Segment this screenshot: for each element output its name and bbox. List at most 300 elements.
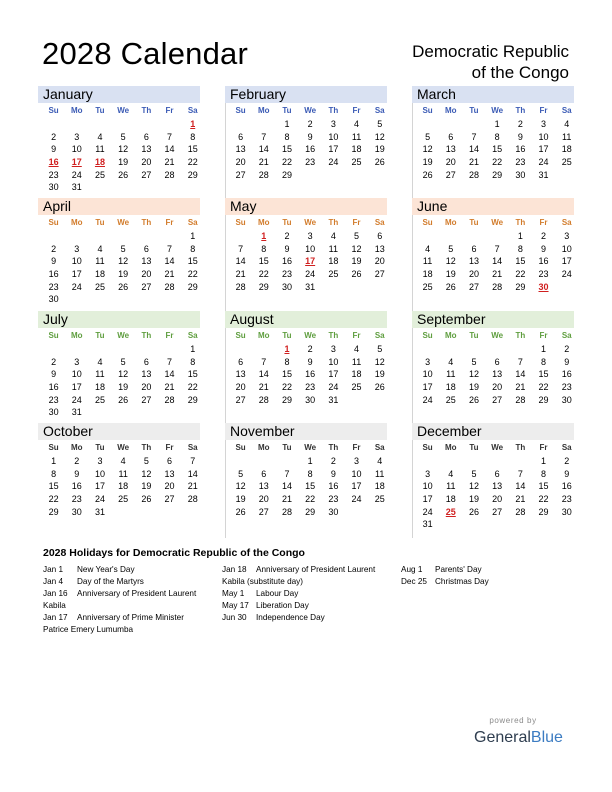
month-days-grid <box>38 215 200 306</box>
weekday-header: Fr <box>165 331 174 340</box>
calendar-day: 16 <box>561 369 572 380</box>
calendar-day: 28 <box>187 494 198 505</box>
calendar-day: 15 <box>281 144 292 155</box>
calendar-day: 10 <box>305 243 316 254</box>
weekday-header: Fr <box>165 106 174 115</box>
weekday-header: Sa <box>187 331 198 340</box>
empty-day <box>112 118 135 131</box>
weekday-header: Mo <box>258 443 270 452</box>
calendar-day: 3 <box>564 231 570 241</box>
calendar-day: 27 <box>492 506 503 517</box>
calendar-day: 26 <box>118 394 129 405</box>
country-line-2: of the Congo <box>471 63 569 82</box>
calendar-day: 17 <box>538 144 549 155</box>
powered-by-text: powered by <box>489 716 537 725</box>
calendar-day: 19 <box>118 269 129 280</box>
calendar-day: 3 <box>330 119 336 129</box>
calendar-day: 7 <box>167 356 173 367</box>
calendar-day: 1 <box>51 456 57 466</box>
calendar-day: 28 <box>235 281 246 292</box>
holiday-date: 1 <box>190 119 196 129</box>
calendar-day: 29 <box>187 281 198 292</box>
calendar-day: 22 <box>515 269 526 280</box>
calendar-day: 26 <box>118 169 129 180</box>
calendar-day: 22 <box>258 269 269 280</box>
calendar-day: 7 <box>167 243 173 254</box>
calendar-day: 8 <box>541 356 547 367</box>
calendar-day: 25 <box>351 382 362 393</box>
weekday-header: Sa <box>187 106 198 115</box>
calendar-day: 29 <box>492 169 503 180</box>
weekday-header: Tu <box>282 331 292 340</box>
calendar-day: 21 <box>281 494 292 505</box>
calendar-day: 5 <box>120 131 126 142</box>
empty-day <box>42 230 65 243</box>
calendar-day: 13 <box>492 369 503 380</box>
calendar-day: 16 <box>328 481 339 492</box>
calendar-day: 21 <box>187 481 198 492</box>
calendar-day: 22 <box>281 157 292 168</box>
calendar-day: 28 <box>164 169 175 180</box>
weekday-header: We <box>491 331 504 340</box>
calendar-day: 20 <box>445 157 456 168</box>
weekday-header: Su <box>422 106 433 115</box>
calendar-day: 1 <box>517 231 523 241</box>
month-january <box>38 86 200 194</box>
calendar-day: 19 <box>468 494 479 505</box>
calendar-day: 4 <box>564 119 570 129</box>
weekday-header: Th <box>515 331 526 340</box>
month-days-grid <box>225 103 387 181</box>
calendar-day: 16 <box>48 269 59 280</box>
calendar-day: 5 <box>120 356 126 367</box>
calendar-day: 23 <box>305 157 316 168</box>
calendar-day: 24 <box>71 281 82 292</box>
month-december <box>412 423 574 531</box>
calendar-day: 9 <box>517 131 523 142</box>
calendar-day: 11 <box>351 131 362 142</box>
calendar-day: 3 <box>74 243 80 254</box>
calendar-day: 22 <box>187 382 198 393</box>
calendar-day: 9 <box>307 356 313 367</box>
calendar-day: 4 <box>354 119 360 129</box>
calendar-day: 7 <box>471 131 477 142</box>
calendar-day: 11 <box>375 468 385 479</box>
calendar-day: 2 <box>564 456 570 466</box>
calendar-day: 1 <box>494 119 500 129</box>
calendar-day: 19 <box>141 481 152 492</box>
weekday-header: Sa <box>187 218 198 227</box>
calendar-day: 28 <box>515 394 526 405</box>
calendar-day: 5 <box>471 468 477 479</box>
calendar-day: 29 <box>258 281 269 292</box>
calendar-day: 10 <box>71 256 82 267</box>
calendar-day: 24 <box>71 169 82 180</box>
calendar-day: 11 <box>446 481 456 492</box>
calendar-day: 10 <box>422 481 433 492</box>
empty-day <box>439 343 462 356</box>
empty-day <box>229 343 252 356</box>
holidays-column-1 <box>43 564 196 636</box>
holiday-date-label: Jun 30 <box>222 613 247 622</box>
calendar-day: 2 <box>74 456 80 466</box>
empty-day <box>275 455 298 468</box>
calendar-day: 25 <box>374 494 385 505</box>
calendar-day: 6 <box>143 131 149 142</box>
calendar-day: 15 <box>492 144 503 155</box>
calendar-day: 21 <box>164 269 175 280</box>
month-name: April <box>38 198 200 215</box>
weekday-header: Tu <box>469 331 479 340</box>
calendar-day: 7 <box>494 243 500 254</box>
calendar-day: 3 <box>541 119 547 129</box>
calendar-day: 26 <box>374 382 385 393</box>
calendar-day: 23 <box>538 269 549 280</box>
calendar-day: 26 <box>374 157 385 168</box>
holiday-entry <box>43 564 196 576</box>
month-name: December <box>412 423 574 440</box>
calendar-day: 14 <box>164 256 175 267</box>
calendar-day: 21 <box>164 157 175 168</box>
calendar-day: 23 <box>561 382 572 393</box>
calendar-day: 27 <box>468 281 479 292</box>
weekday-header: Mo <box>258 106 270 115</box>
calendar-day: 10 <box>538 131 549 142</box>
holiday-date: 30 <box>538 281 549 292</box>
calendar-day: 25 <box>351 157 362 168</box>
calendar-day: 29 <box>305 506 316 517</box>
weekday-header: Tu <box>469 218 479 227</box>
calendar-day: 25 <box>94 169 105 180</box>
month-days-grid <box>412 215 574 293</box>
calendar-day: 13 <box>492 481 503 492</box>
weekday-header: We <box>491 218 504 227</box>
weekday-header: Sa <box>374 443 385 452</box>
calendar-day: 8 <box>494 131 500 142</box>
calendar-day: 16 <box>538 256 549 267</box>
month-name: November <box>225 423 387 440</box>
empty-day <box>88 230 111 243</box>
calendar-day: 3 <box>330 344 336 354</box>
calendar-day: 11 <box>95 144 105 155</box>
calendar-day: 30 <box>48 182 59 193</box>
calendar-day: 16 <box>305 369 316 380</box>
calendar-day: 27 <box>141 169 152 180</box>
calendar-day: 24 <box>305 269 316 280</box>
calendar-day: 26 <box>468 506 479 517</box>
calendar-day: 13 <box>258 481 269 492</box>
calendar-day: 12 <box>141 468 152 479</box>
calendar-day: 13 <box>235 144 246 155</box>
weekday-header: Fr <box>539 218 548 227</box>
calendar-day: 3 <box>74 356 80 367</box>
calendar-day: 11 <box>118 468 128 479</box>
calendar-day: 28 <box>164 394 175 405</box>
calendar-day: 1 <box>284 119 290 129</box>
calendar-day: 17 <box>561 256 572 267</box>
empty-day <box>439 118 462 131</box>
calendar-day: 16 <box>515 144 526 155</box>
holiday-date-label: Jan 16 <box>43 589 68 598</box>
holiday-date: 1 <box>261 231 267 241</box>
country-name <box>309 41 569 83</box>
calendar-day: 2 <box>541 231 547 241</box>
calendar-day: 13 <box>141 144 152 155</box>
weekday-header: Tu <box>282 443 292 452</box>
calendar-day: 9 <box>564 356 570 367</box>
calendar-day: 17 <box>422 382 433 393</box>
weekday-header: Mo <box>258 218 270 227</box>
holiday-date-label: Dec 25 <box>401 577 427 586</box>
calendar-day: 2 <box>330 456 336 466</box>
calendar-day: 31 <box>422 519 433 530</box>
calendar-day: 10 <box>561 243 572 254</box>
calendar-day: 8 <box>190 243 196 254</box>
calendar-day: 9 <box>51 144 57 155</box>
calendar-day: 12 <box>374 356 385 367</box>
calendar-day: 3 <box>425 356 431 367</box>
calendar-day: 16 <box>561 481 572 492</box>
calendar-day: 21 <box>492 269 503 280</box>
calendar-day: 23 <box>48 169 59 180</box>
weekday-header: Mo <box>445 106 457 115</box>
calendar-day: 23 <box>561 494 572 505</box>
calendar-day: 19 <box>351 256 362 267</box>
calendar-day: 5 <box>471 356 477 367</box>
calendar-day: 1 <box>190 231 196 241</box>
weekday-header: Th <box>515 443 526 452</box>
month-days-grid <box>225 328 387 406</box>
calendar-day: 10 <box>94 468 105 479</box>
calendar-day: 8 <box>261 243 267 254</box>
calendar-day: 10 <box>71 369 82 380</box>
month-name: September <box>412 311 574 328</box>
calendar-day: 3 <box>97 456 103 466</box>
weekday-header: Su <box>235 218 246 227</box>
calendar-day: 6 <box>238 356 244 367</box>
calendar-day: 15 <box>305 481 316 492</box>
calendar-day: 11 <box>446 369 456 380</box>
calendar-day: 4 <box>377 456 383 466</box>
calendar-day: 2 <box>51 356 57 367</box>
month-name: February <box>225 86 387 103</box>
holiday-date: 25 <box>445 506 456 517</box>
month-october <box>38 423 200 518</box>
calendar-day: 12 <box>445 256 456 267</box>
calendar-day: 10 <box>328 131 339 142</box>
calendar-day: 22 <box>538 382 549 393</box>
holiday-name: Labour Day <box>256 589 299 598</box>
calendar-day: 20 <box>374 256 385 267</box>
calendar-day: 9 <box>51 256 57 267</box>
calendar-day: 1 <box>307 456 313 466</box>
holiday-name: Christmas Day <box>435 577 489 586</box>
holiday-name-continued: Kabila <box>43 601 66 610</box>
calendar-day: 21 <box>515 494 526 505</box>
empty-day <box>509 343 532 356</box>
calendar-day: 26 <box>445 281 456 292</box>
month-days-grid <box>225 440 387 518</box>
calendar-day: 8 <box>190 131 196 142</box>
calendar-day: 31 <box>305 281 316 292</box>
calendar-day: 22 <box>538 494 549 505</box>
calendar-day: 24 <box>328 157 339 168</box>
calendar-day: 30 <box>48 407 59 418</box>
calendar-day: 14 <box>164 144 175 155</box>
calendar-day: 8 <box>284 356 290 367</box>
weekday-header: Su <box>48 106 59 115</box>
empty-day <box>486 343 509 356</box>
calendar-day: 4 <box>330 231 336 241</box>
calendar-day: 9 <box>330 468 336 479</box>
empty-day <box>42 343 65 356</box>
month-name: October <box>38 423 200 440</box>
weekday-header: Mo <box>258 331 270 340</box>
calendar-day: 26 <box>235 506 246 517</box>
calendar-day: 28 <box>164 281 175 292</box>
calendar-day: 31 <box>328 394 339 405</box>
calendar-day: 2 <box>517 119 523 129</box>
holiday-name: Parents' Day <box>435 565 482 574</box>
weekday-header: Sa <box>187 443 198 452</box>
month-name: March <box>412 86 574 103</box>
empty-day <box>252 343 275 356</box>
weekday-header: Mo <box>445 443 457 452</box>
month-april <box>38 198 200 306</box>
calendar-day: 7 <box>517 468 523 479</box>
empty-day <box>65 343 88 356</box>
calendar-day: 15 <box>48 481 59 492</box>
calendar-day: 7 <box>261 131 267 142</box>
weekday-header: We <box>117 218 130 227</box>
weekday-header: Th <box>328 443 339 452</box>
calendar-day: 4 <box>120 456 126 466</box>
calendar-day: 2 <box>284 231 290 241</box>
calendar-day: 28 <box>281 506 292 517</box>
holiday-name: Anniversary of President Laurent <box>77 589 197 598</box>
calendar-day: 31 <box>538 169 549 180</box>
calendar-day: 6 <box>261 468 267 479</box>
calendar-day: 31 <box>71 182 82 193</box>
calendar-day: 11 <box>95 256 105 267</box>
calendar-day: 28 <box>492 281 503 292</box>
holiday-date-label: May 17 <box>222 601 249 610</box>
calendar-day: 15 <box>258 256 269 267</box>
empty-day <box>509 455 532 468</box>
holiday-name-continued: Kabila (substitute day) <box>222 577 304 586</box>
calendar-day: 30 <box>515 169 526 180</box>
holiday-entry <box>222 600 375 612</box>
calendar-day: 14 <box>235 256 246 267</box>
calendar-day: 6 <box>494 468 500 479</box>
holiday-name: New Year's Day <box>77 565 135 574</box>
calendar-day: 17 <box>328 144 339 155</box>
calendar-day: 6 <box>377 231 383 241</box>
weekday-header: Tu <box>95 443 105 452</box>
calendar-day: 4 <box>448 356 454 367</box>
calendar-day: 27 <box>235 169 246 180</box>
calendar-day: 21 <box>258 157 269 168</box>
month-may <box>225 198 387 293</box>
calendar-day: 25 <box>118 494 129 505</box>
empty-day <box>462 118 485 131</box>
weekday-header: Su <box>235 106 246 115</box>
holiday-name: Anniversary of Prime Minister <box>77 613 184 622</box>
calendar-day: 29 <box>538 506 549 517</box>
calendar-day: 26 <box>351 269 362 280</box>
holiday-date: 18 <box>94 157 105 168</box>
month-name: June <box>412 198 574 215</box>
holiday-date-label: May 1 <box>222 589 245 598</box>
holiday-date-label: Aug 1 <box>401 565 423 574</box>
calendar-day: 29 <box>538 394 549 405</box>
calendar-day: 23 <box>48 281 59 292</box>
calendar-day: 31 <box>71 407 82 418</box>
empty-day <box>486 230 509 243</box>
weekday-header: We <box>117 443 130 452</box>
calendar-day: 24 <box>561 269 572 280</box>
calendar-day: 11 <box>95 369 105 380</box>
weekday-header: Sa <box>374 331 385 340</box>
holiday-date-label: Jan 1 <box>43 565 64 574</box>
month-march <box>412 86 574 181</box>
holiday-date: 17 <box>305 256 316 267</box>
empty-day <box>252 455 275 468</box>
weekday-header: Fr <box>352 331 361 340</box>
calendar-day: 21 <box>235 269 246 280</box>
holiday-name: Anniversary of President Laurent <box>256 565 376 574</box>
calendar-day: 15 <box>515 256 526 267</box>
empty-day <box>486 455 509 468</box>
calendar-day: 5 <box>143 456 149 466</box>
calendar-day: 22 <box>48 494 59 505</box>
month-july <box>38 311 200 419</box>
calendar-day: 15 <box>187 256 198 267</box>
calendar-day: 2 <box>51 131 57 142</box>
calendar-day: 19 <box>422 157 433 168</box>
weekday-header: Su <box>48 331 59 340</box>
calendar-day: 23 <box>48 394 59 405</box>
calendar-day: 17 <box>351 481 362 492</box>
calendar-day: 20 <box>164 481 175 492</box>
weekday-header: Sa <box>561 443 572 452</box>
calendar-day: 5 <box>120 243 126 254</box>
calendar-day: 4 <box>425 243 431 254</box>
calendar-day: 8 <box>51 468 57 479</box>
calendar-day: 22 <box>187 269 198 280</box>
calendar-day: 22 <box>281 382 292 393</box>
holiday-entry <box>401 576 489 588</box>
weekday-header: Fr <box>352 218 361 227</box>
month-november <box>225 423 387 518</box>
empty-day <box>112 230 135 243</box>
calendar-day: 6 <box>471 243 477 254</box>
calendar-day: 13 <box>141 256 152 267</box>
calendar-day: 13 <box>235 369 246 380</box>
weekday-header: Fr <box>165 443 174 452</box>
holiday-entry <box>222 612 375 624</box>
calendar-day: 7 <box>261 356 267 367</box>
calendar-day: 24 <box>328 382 339 393</box>
weekday-header: Fr <box>539 106 548 115</box>
calendar-day: 3 <box>425 468 431 479</box>
calendar-day: 9 <box>284 243 290 254</box>
empty-day <box>158 118 181 131</box>
calendar-day: 16 <box>281 256 292 267</box>
generalblue-logo[interactable] <box>474 729 563 747</box>
calendar-day: 23 <box>305 382 316 393</box>
calendar-day: 17 <box>328 369 339 380</box>
